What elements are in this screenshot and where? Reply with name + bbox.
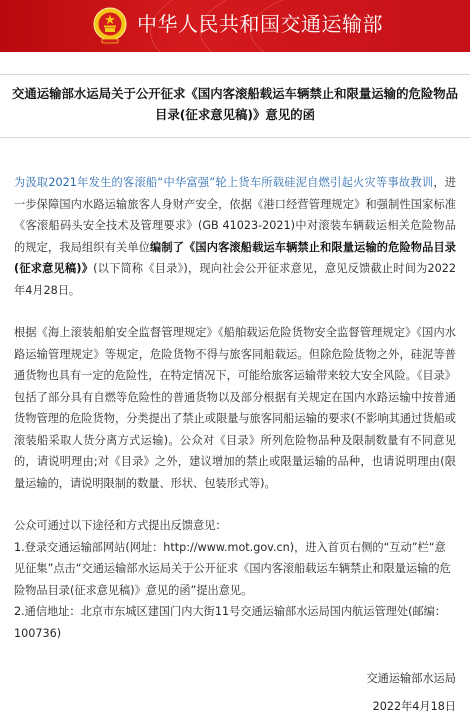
catalog-name: 编制了《国内客滚船载运车辆禁止和限量运输的危险物品目录(征求意见稿)》 [14, 240, 456, 275]
regulation-paragraph: 根据《海上滚装船舶安全监督管理规定》《船舶载运危险货物安全监督管理规定》《国内水路运输管理规定》等规定，危险货物不得与旅客同船载运。但除危险货物之外，硅泥等普通货物也具有一定的危险性，在特定情况下，可能给旅客运输带来较大安全风险。《目录》包括了部分具有自燃等危险性的普通货物以及部分根据有关规定在国内水路运输中按普通货物管理的危险货物，分类提出了禁止或限量与旅客同船运输的要求(不影响其通过货船或滚装船采取人货分离方式运输)。公众对《目录》所列危险物品种及限制数量有不同意见的，请说明理由;对《目录》之外，建议增加的禁止或限量运输的品种，也请说明理由(限量运输的，请说明限制的数量、形状、包装形式等)。 [14, 326, 456, 490]
background-paragraph [14, 172, 456, 301]
paragraph-text: (以下简称《目录》)，现向社会公开征求意见，意见反馈截止时间为2022年4月28日。 [14, 262, 456, 297]
notice-title-box [0, 74, 470, 138]
feedback-item-website: 1.登录交通运输部网站(网址：http://www.mot.gov.cn)，进入首页右侧的“互动”栏“意见征集”点击“交通运输部水运局关于公开征求《国内客滚船载运车辆禁止和限量运输的危险物品目录(征求意见稿)》意见的函”提出意见。 [14, 540, 451, 597]
feedback-intro: 公众可通过以下途径和方式提出反馈意见： [14, 519, 227, 532]
issuer-name: 交通运输部水运局 [366, 672, 456, 685]
ministry-name: 中华人民共和国交通运输部 [137, 12, 383, 36]
issue-date: 2022年4月18日 [372, 700, 456, 713]
paragraph-text: ，进一步保障国内水路运输旅客人身财产安全，依据《港口经营管理规定》和强制性国家标准《客滚船码头安全技术及管理要求》(GB 41023-2021)中对滚装车辆载运相关危险物品的规定，我局组织有关单位 [14, 176, 456, 254]
ministry-banner [0, 0, 470, 52]
feedback-item-address: 2.通信地址：北京市东城区建国门内大街11号交通运输部水运局国内航运管理处(邮编：100736) [14, 605, 447, 640]
signoff [0, 644, 470, 718]
notice-title: 交通运输部水运局关于公开征求《国内客滚船载运车辆禁止和限量运输的危险物品目录(征求意见稿)》意见的函 [11, 86, 459, 122]
national-emblem-icon [92, 6, 128, 44]
notice-body [0, 138, 470, 644]
incident-link[interactable]: 为汲取2021年发生的客滚船“中华富强”轮上货车所载硅泥自燃引起火灾等事故教训 [14, 176, 434, 189]
